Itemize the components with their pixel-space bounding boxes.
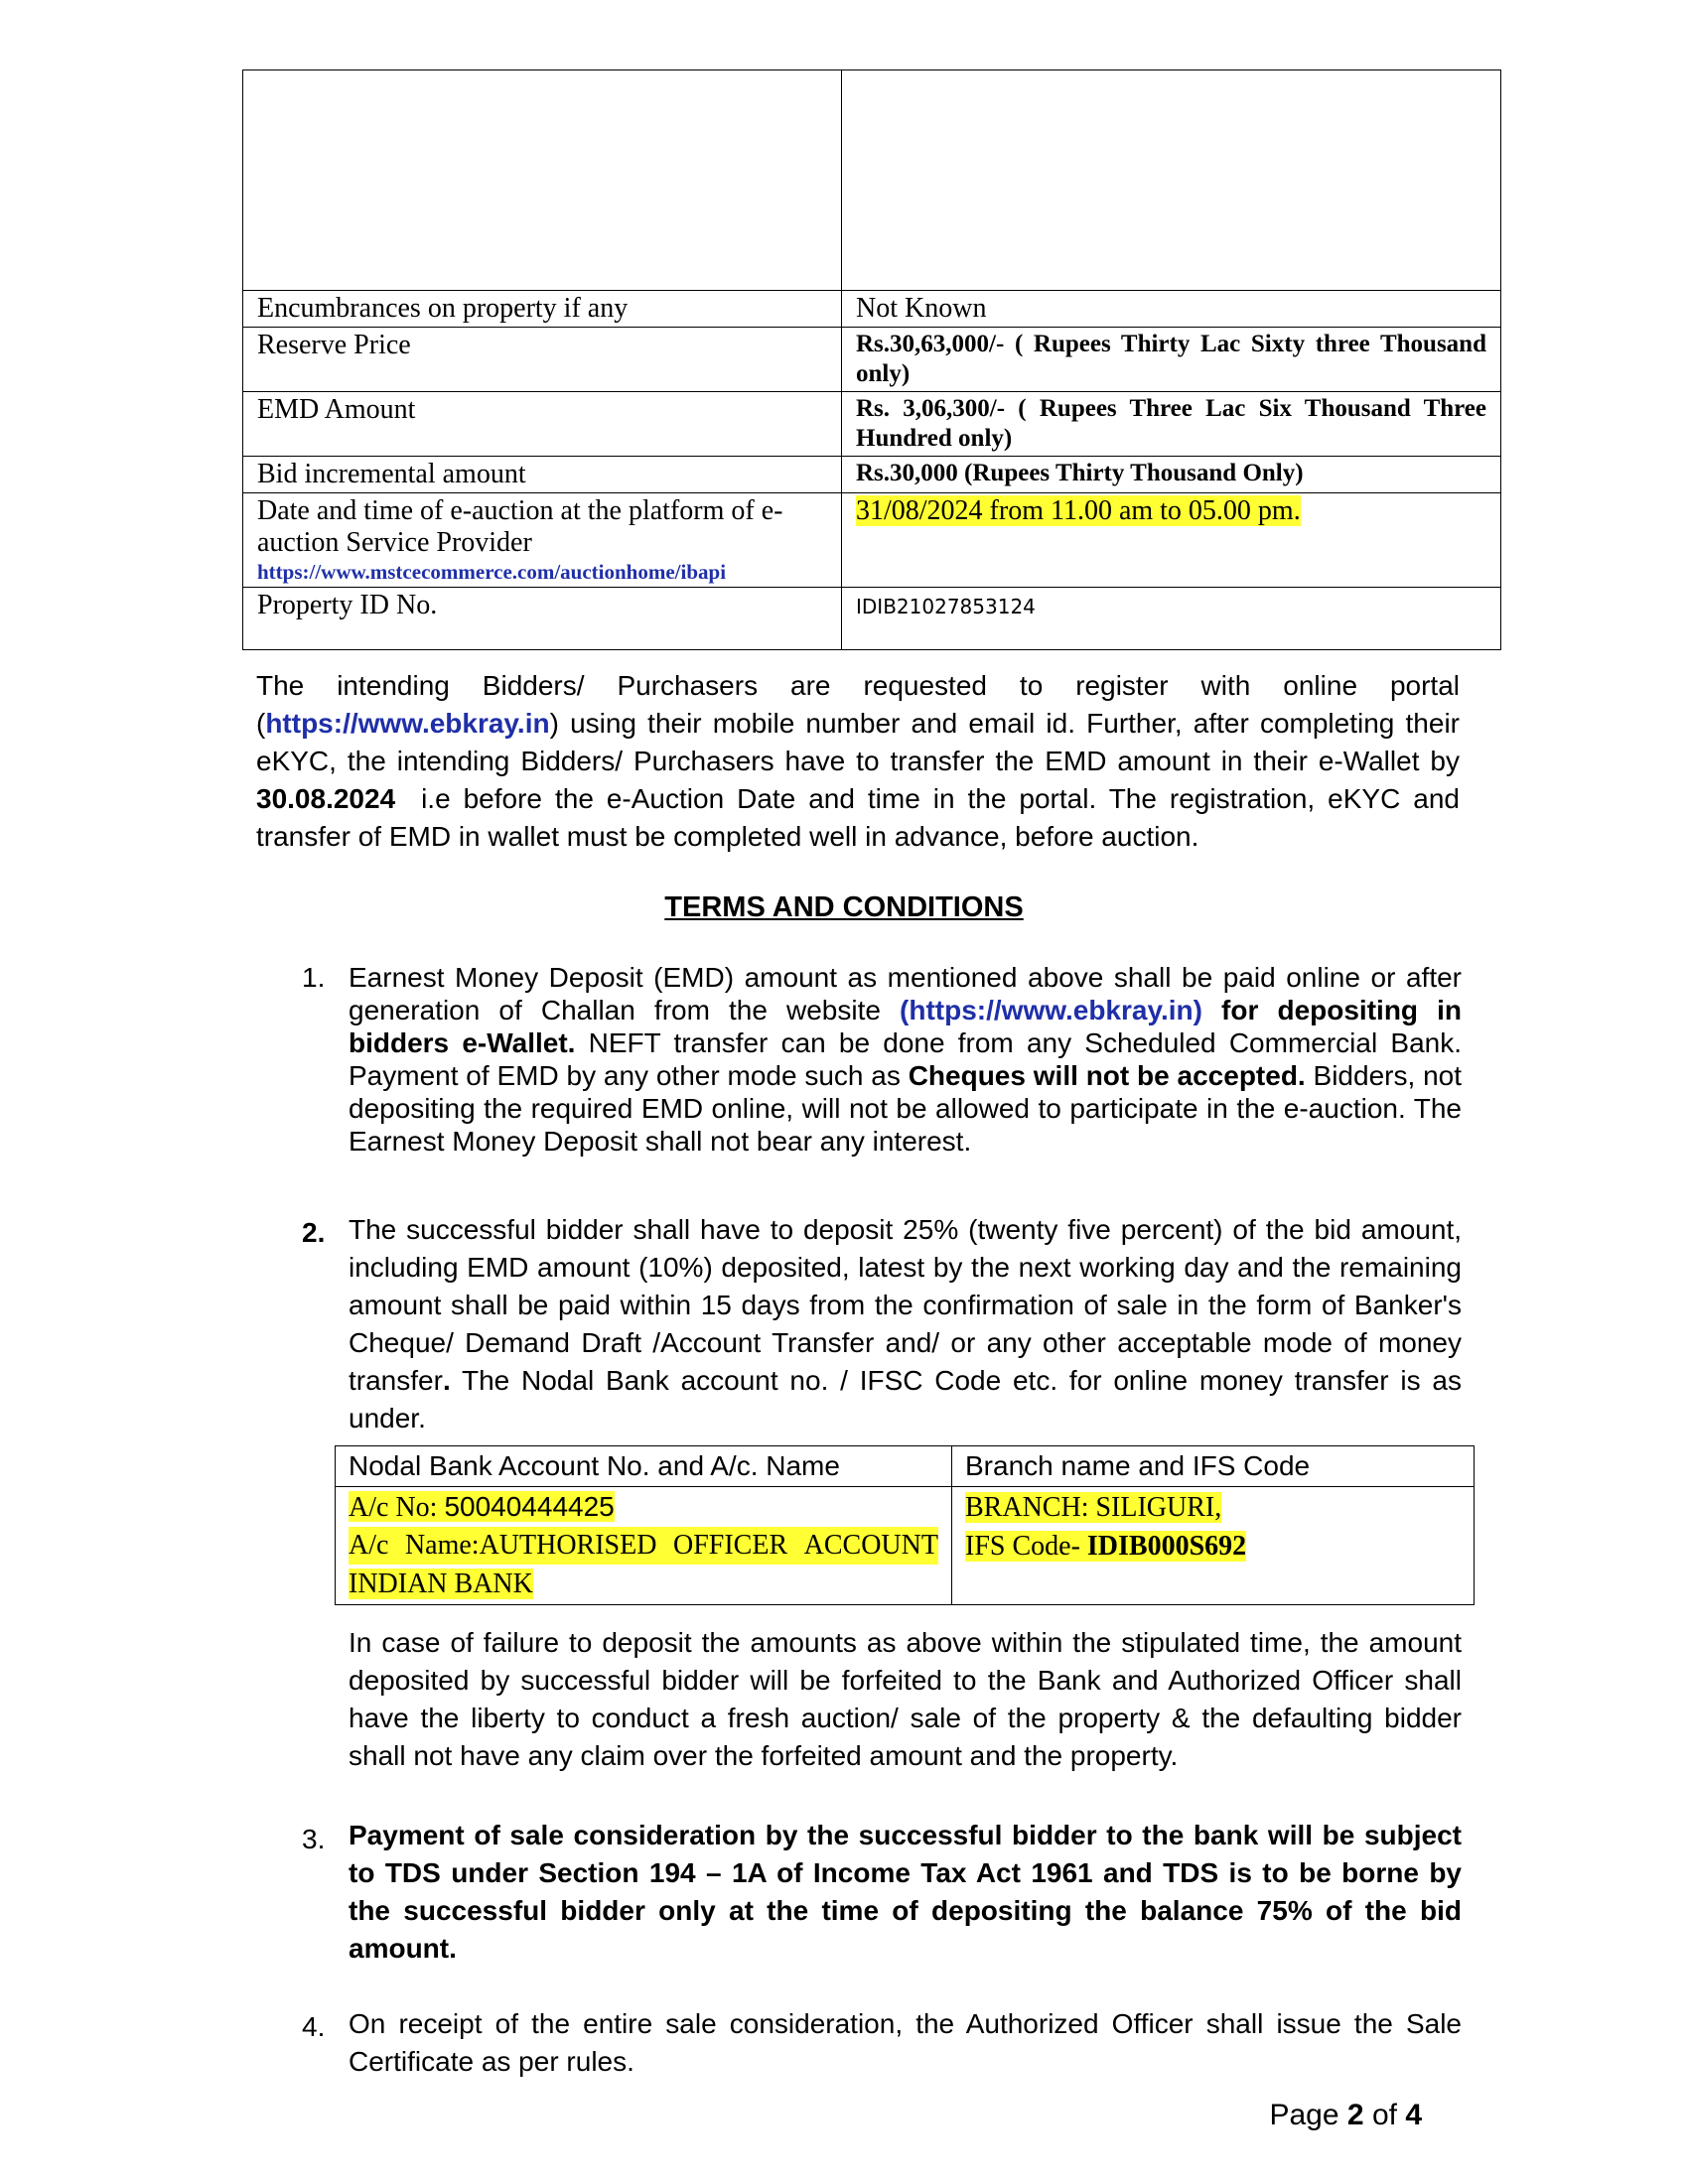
emd-amount-value: Rs. 3,06,300/- ( Rupees Three Lac Six Thousand Three Hundred only): [842, 392, 1501, 457]
account-name: [349, 1527, 938, 1565]
table-row: [243, 588, 1501, 650]
term-3: Payment of sale consideration by the successful bidder to the bank will be subject to TDS under Section 194 – 1A of Income Tax Act 1961 and TDS is to be borne by the successful bidder only at the time of depositing the balance 75% of the bid amount.: [349, 1820, 1462, 1964]
row-label: Bid incremental amount: [243, 457, 842, 493]
branch-cell: [952, 1487, 1475, 1605]
total-pages: 4: [1405, 2099, 1422, 2131]
term-text-bold: .: [442, 1365, 451, 1396]
intro-text: The intending Bidders/ Purchasers are requested to register with online portal (: [256, 670, 1460, 739]
row-value: [842, 588, 1501, 650]
blank-cell: [243, 70, 842, 291]
term-text: Earnest Money Deposit (EMD) amount as mentioned above shall be paid online or after generation of Challan from the website: [349, 962, 1462, 1025]
intro-paragraph: [256, 667, 1468, 856]
term-text-bold: for depositing in bidders e-Wallet.: [349, 995, 1462, 1058]
term-text: NEFT transfer can be done from any Scheduled Commercial Bank. Payment of EMD by any other mode such as: [349, 1027, 1462, 1091]
page-label: Page: [1269, 2099, 1339, 2131]
term-2: [349, 1211, 1462, 1437]
term-text: The successful bidder shall have to deposit 25% (twenty five percent) of the bid amount, including EMD amount (10%) deposited, latest by the next working day and the remaining amount shall be paid within 15 days from the confirmation of sale in the form of Banker's Cheque/ Demand Draft /Account Transfer and/ or any other acceptable mode of money transfer: [349, 1214, 1462, 1396]
term-text-bold: Cheques will not be accepted.: [908, 1060, 1306, 1091]
table-row: [243, 457, 1501, 493]
intro-text: i.e before the e-Auction Date and time in the portal. The registration, eKYC and transfer of EMD in wallet must be completed well in advance, before auction.: [256, 783, 1468, 852]
ebkray-link[interactable]: (https://www.ebkray.in): [900, 995, 1202, 1025]
account-name-word: ACCOUNT: [803, 1530, 938, 1561]
mstc-link[interactable]: https://www.mstcecommerce.com/auctionhome/ibapi: [257, 560, 727, 584]
branch-name: BRANCH: SILIGURI,: [965, 1492, 1222, 1523]
page-number: [1269, 2099, 1422, 2132]
account-no-label: A/c No:: [349, 1492, 445, 1523]
term-4: On receipt of the entire sale consideration, the Authorized Officer shall issue the Sale Certificate as per rules.: [349, 2008, 1462, 2077]
ifsc-label: IFS Code-: [965, 1531, 1087, 1562]
property-id-value: IDIB21027853124: [856, 595, 1036, 618]
auction-date-value: 31/08/2024 from 11.00 am to 05.00 pm.: [856, 495, 1301, 526]
term-number: 3.: [302, 1824, 326, 1854]
term-text: Bidders, not depositing the required EMD online, will not be allowed to participate in the e-auction. The Earnest Money Deposit shall not bear any interest.: [349, 1060, 1462, 1157]
property-details-table: [242, 69, 1501, 650]
ifsc-code: IDIB000S692: [1086, 1531, 1247, 1562]
term-number: 4.: [302, 2011, 326, 2042]
row-label: [243, 493, 842, 588]
table-row: [243, 328, 1501, 392]
table-row: [243, 493, 1501, 588]
blank-cell: [842, 70, 1501, 291]
account-cell: [336, 1487, 952, 1605]
column-header: Nodal Bank Account No. and A/c. Name: [336, 1446, 952, 1487]
terms-heading: TERMS AND CONDITIONS: [664, 891, 1024, 923]
intro-text: ) using their mobile number and email id. Further, after completing their eKYC, the intending Bidders/ Purchasers have to transfer the EMD amount in their e-Wallet by: [256, 708, 1460, 776]
account-number: 50040444425: [444, 1491, 615, 1522]
term-1: [349, 961, 1462, 1158]
row-label: Encumbrances on property if any: [243, 291, 842, 328]
table-row: [336, 1487, 1475, 1605]
row-value: Not Known: [842, 291, 1501, 328]
term-text: The Nodal Bank account no. / IFSC Code etc. for online money transfer is as under.: [349, 1365, 1462, 1433]
forfeiture-paragraph: In case of failure to deposit the amounts as above within the stipulated time, the amount deposited by successful bidder will be forfeited to the Bank and Authorized Officer shall have the liberty to conduct a fresh auction/ sale of the property & the defaulting bidder shall not have any claim over the forfeited amount and the property.: [349, 1627, 1462, 1771]
auction-date-label: Date and time of e-auction at the platform of e-auction Service Provider: [257, 495, 783, 558]
table-row: [243, 392, 1501, 457]
bid-increment-value: Rs.30,000 (Rupees Thirty Thousand Only): [842, 457, 1501, 493]
table-row: [243, 291, 1501, 328]
account-name-word: A/c: [349, 1530, 389, 1561]
reserve-price-value: Rs.30,63,000/- ( Rupees Thirty Lac Sixty three Thousand only): [842, 328, 1501, 392]
column-header: Branch name and IFS Code: [952, 1446, 1475, 1487]
account-name-word: OFFICER: [672, 1530, 788, 1561]
current-page: 2: [1346, 2099, 1364, 2131]
term-number: 2.: [302, 1217, 326, 1248]
row-label: Reserve Price: [243, 328, 842, 392]
row-label: Property ID No.: [243, 588, 842, 650]
ebkray-link[interactable]: https://www.ebkray.in: [265, 708, 550, 739]
table-row: [243, 70, 1501, 291]
bank-name: INDIAN BANK: [349, 1569, 533, 1599]
nodal-bank-table: [335, 1445, 1475, 1605]
row-label: EMD Amount: [243, 392, 842, 457]
row-value: [842, 493, 1501, 588]
page-of-label: of: [1371, 2099, 1397, 2131]
emd-deadline: 30.08.2024: [256, 783, 396, 814]
table-row: [336, 1446, 1475, 1487]
account-name-word: Name:AUTHORISED: [404, 1530, 657, 1561]
term-number: 1.: [302, 962, 326, 993]
